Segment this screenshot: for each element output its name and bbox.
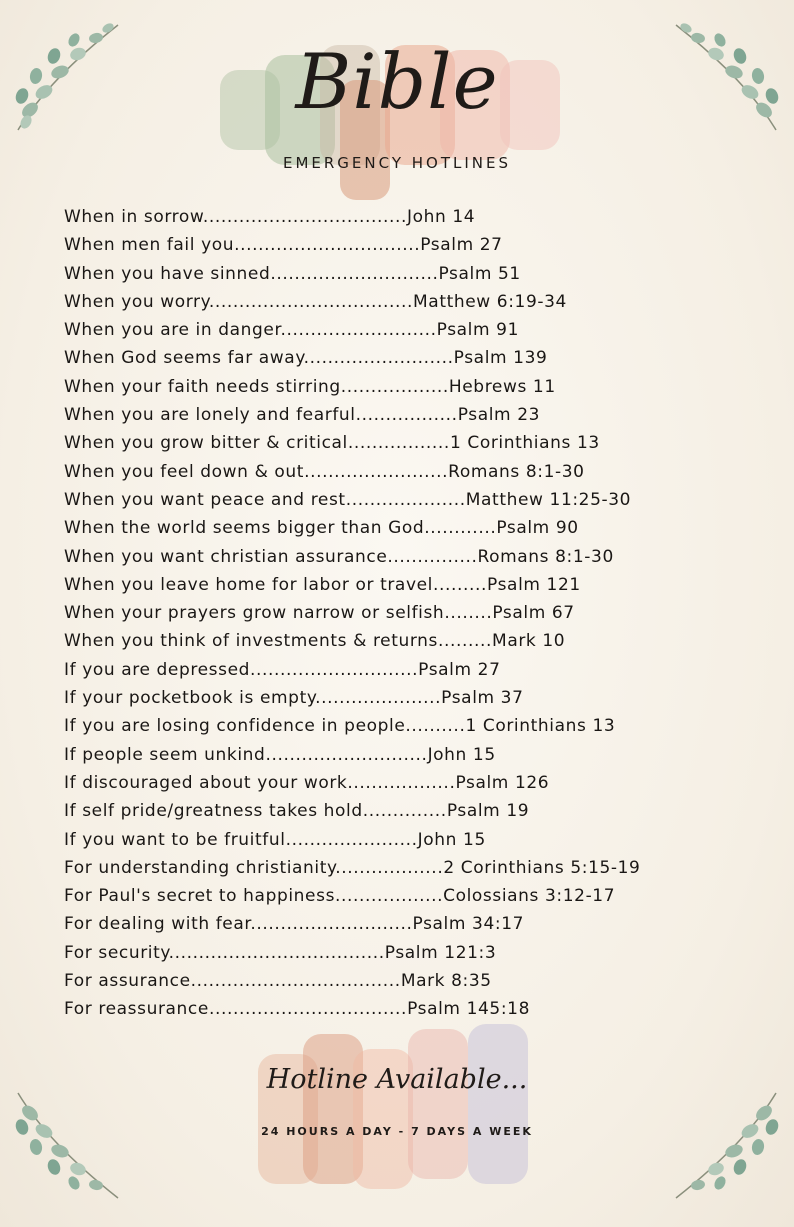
- entry-reference: Mark 8:35: [400, 971, 492, 992]
- entry-leader-dots: .................................: [208, 999, 408, 1020]
- entry-leader-dots: ..............: [362, 801, 447, 822]
- entry-leader-dots: ...........................: [250, 914, 413, 935]
- entry-reference: 2 Corinthians 5:15-19: [443, 857, 641, 878]
- hotline-entry: [64, 316, 764, 344]
- entry-reference: Psalm 19: [446, 801, 530, 822]
- hotline-entry: [64, 854, 764, 882]
- entry-reference: Mark 10: [492, 631, 566, 652]
- entry-leader-dots: .....................: [315, 688, 442, 709]
- entry-leader-dots: .........................: [303, 348, 454, 369]
- entry-reference: Psalm 23: [457, 405, 541, 426]
- entry-situation: When men fail you: [64, 235, 235, 256]
- entry-reference: Romans 8:1-30: [477, 546, 614, 567]
- hotline-entry: [64, 967, 764, 995]
- entry-reference: Psalm 27: [418, 659, 501, 680]
- entry-situation: If you are depressed: [64, 659, 251, 680]
- entry-situation: When in sorrow: [64, 207, 203, 227]
- entry-leader-dots: .........: [438, 631, 493, 652]
- entry-situation: When you are lonely and fearful: [64, 405, 356, 426]
- entry-reference: Psalm 121: [487, 574, 581, 595]
- entry-reference: 1 Corinthians 13: [465, 716, 616, 737]
- page-subtitle: EMERGENCY HOTLINES: [282, 154, 512, 172]
- entry-situation: For Paul's secret to happiness: [64, 886, 336, 907]
- entry-leader-dots: ........................: [304, 461, 449, 482]
- entry-leader-dots: ..........: [405, 716, 466, 737]
- footer-hours: 24 HOURS A DAY - 7 DAYS A WEEK: [261, 1125, 533, 1138]
- entry-leader-dots: ..................: [335, 857, 444, 878]
- entry-leader-dots: ......................: [285, 829, 418, 850]
- entry-leader-dots: ....................: [345, 489, 466, 510]
- page-title: Bible: [295, 37, 499, 126]
- entry-situation: For dealing with fear: [64, 914, 251, 935]
- entry-reference: Psalm 37: [441, 688, 524, 709]
- entry-situation: When you grow bitter & critical: [64, 433, 348, 454]
- hotline-entry: [64, 882, 764, 910]
- entry-situation: When your faith needs stirring: [64, 376, 341, 397]
- entry-leader-dots: ............................: [250, 659, 419, 680]
- entry-reference: John 15: [417, 829, 486, 850]
- entry-situation: When you worry: [64, 291, 209, 312]
- entry-situation: For understanding christianity: [64, 857, 336, 878]
- entry-reference: Psalm 90: [496, 518, 579, 539]
- footer-watercolor-wash: [258, 1024, 538, 1194]
- entry-reference: Hebrews 11: [448, 376, 556, 397]
- hotline-entry: [64, 627, 764, 655]
- hotline-entry: [64, 712, 764, 740]
- entry-situation: If you want to be fruitful: [64, 829, 286, 850]
- entry-reference: Psalm 67: [492, 603, 575, 624]
- entry-situation: When you are in danger: [64, 320, 281, 341]
- hotline-entry: [64, 373, 764, 401]
- entry-situation: For security: [64, 942, 169, 963]
- entry-reference: Matthew 6:19-34: [413, 291, 567, 312]
- entry-reference: Psalm 139: [453, 348, 548, 369]
- hotline-entry: [64, 741, 764, 769]
- entry-reference: Psalm 126: [455, 772, 550, 793]
- hotline-entry: [64, 939, 764, 967]
- entry-situation: When God seems far away: [64, 348, 304, 369]
- hotline-entry: [64, 203, 764, 231]
- entry-leader-dots: ...................................: [190, 971, 401, 992]
- entry-leader-dots: ..........................: [280, 320, 437, 341]
- hotline-entry: [64, 260, 764, 288]
- entry-situation: When you have sinned: [64, 263, 271, 284]
- hotline-entry: [64, 797, 764, 825]
- entry-situation: If self pride/greatness takes hold: [64, 801, 363, 822]
- entry-situation: If you are losing confidence in people: [64, 716, 406, 737]
- hotline-entry: [64, 344, 764, 372]
- entry-leader-dots: ...............: [387, 546, 478, 567]
- hotline-entry: [64, 910, 764, 938]
- hotline-entry: [64, 486, 764, 514]
- hotline-entry: [64, 514, 764, 542]
- entry-situation: When you leave home for labor or travel: [64, 574, 433, 595]
- entry-situation: When your prayers grow narrow or selfish: [64, 603, 445, 624]
- entry-reference: Psalm 91: [436, 320, 519, 341]
- footer-hotline-available: Hotline Available...: [266, 1064, 528, 1095]
- entry-leader-dots: ..................................: [208, 291, 414, 312]
- entry-situation: If your pocketbook is empty: [64, 688, 316, 709]
- entry-leader-dots: .................: [347, 433, 450, 454]
- hotline-entry: [64, 401, 764, 429]
- hotline-list: [64, 203, 764, 1024]
- entry-situation: For assurance: [64, 971, 191, 992]
- eucalyptus-sprig-bottom-left: [8, 1083, 128, 1213]
- hotline-entry: [64, 231, 764, 259]
- entry-leader-dots: ..................: [347, 772, 456, 793]
- eucalyptus-sprig-bottom-right: [666, 1083, 786, 1213]
- hotline-entry: [64, 288, 764, 316]
- entry-reference: Psalm 27: [420, 235, 503, 256]
- entry-reference: Romans 8:1-30: [448, 461, 585, 482]
- entry-reference: Colossians 3:12-17: [443, 886, 616, 907]
- entry-reference: Matthew 11:25-30: [465, 489, 632, 510]
- hotline-entry: [64, 599, 764, 627]
- hotline-entry: [64, 995, 764, 1023]
- entry-leader-dots: ...........................: [265, 744, 428, 765]
- entry-leader-dots: ............: [424, 518, 497, 539]
- entry-situation: When you want peace and rest: [64, 489, 346, 510]
- entry-reference: 1 Corinthians 13: [449, 433, 600, 454]
- leaf-icon: [666, 1083, 786, 1213]
- hotline-entry: [64, 571, 764, 599]
- entry-reference: Psalm 121:3: [384, 942, 497, 963]
- entry-leader-dots: ..................: [335, 886, 444, 907]
- hotline-entry: [64, 458, 764, 486]
- hotline-entry: [64, 429, 764, 457]
- entry-leader-dots: ...............................: [234, 235, 421, 256]
- entry-situation: When you feel down & out: [64, 461, 305, 482]
- entry-leader-dots: ..................................: [202, 207, 407, 227]
- entry-leader-dots: .................: [355, 405, 458, 426]
- entry-situation: When the world seems bigger than God: [64, 518, 425, 539]
- entry-leader-dots: ............................: [270, 263, 439, 284]
- entry-situation: If discouraged about your work: [64, 772, 348, 793]
- entry-reference: John 14: [406, 207, 476, 227]
- hotline-entry: [64, 769, 764, 797]
- entry-leader-dots: ..................: [340, 376, 449, 397]
- hotline-entry: [64, 656, 764, 684]
- entry-leader-dots: ....................................: [168, 942, 385, 963]
- hotline-entry: [64, 684, 764, 712]
- entry-situation: If people seem unkind: [64, 744, 266, 765]
- hotline-entry: [64, 826, 764, 854]
- entry-reference: Psalm 34:17: [412, 914, 525, 935]
- entry-reference: John 15: [427, 744, 496, 765]
- entry-situation: When you think of investments & returns: [64, 631, 438, 652]
- entry-leader-dots: .........: [433, 574, 488, 595]
- entry-situation: For reassurance: [64, 999, 209, 1020]
- hotline-entry: [64, 543, 764, 571]
- entry-leader-dots: ........: [444, 603, 493, 624]
- entry-reference: Psalm 145:18: [407, 999, 530, 1020]
- entry-reference: Psalm 51: [438, 263, 521, 284]
- leaf-icon: [8, 1083, 128, 1213]
- entry-situation: When you want christian assurance: [64, 546, 388, 567]
